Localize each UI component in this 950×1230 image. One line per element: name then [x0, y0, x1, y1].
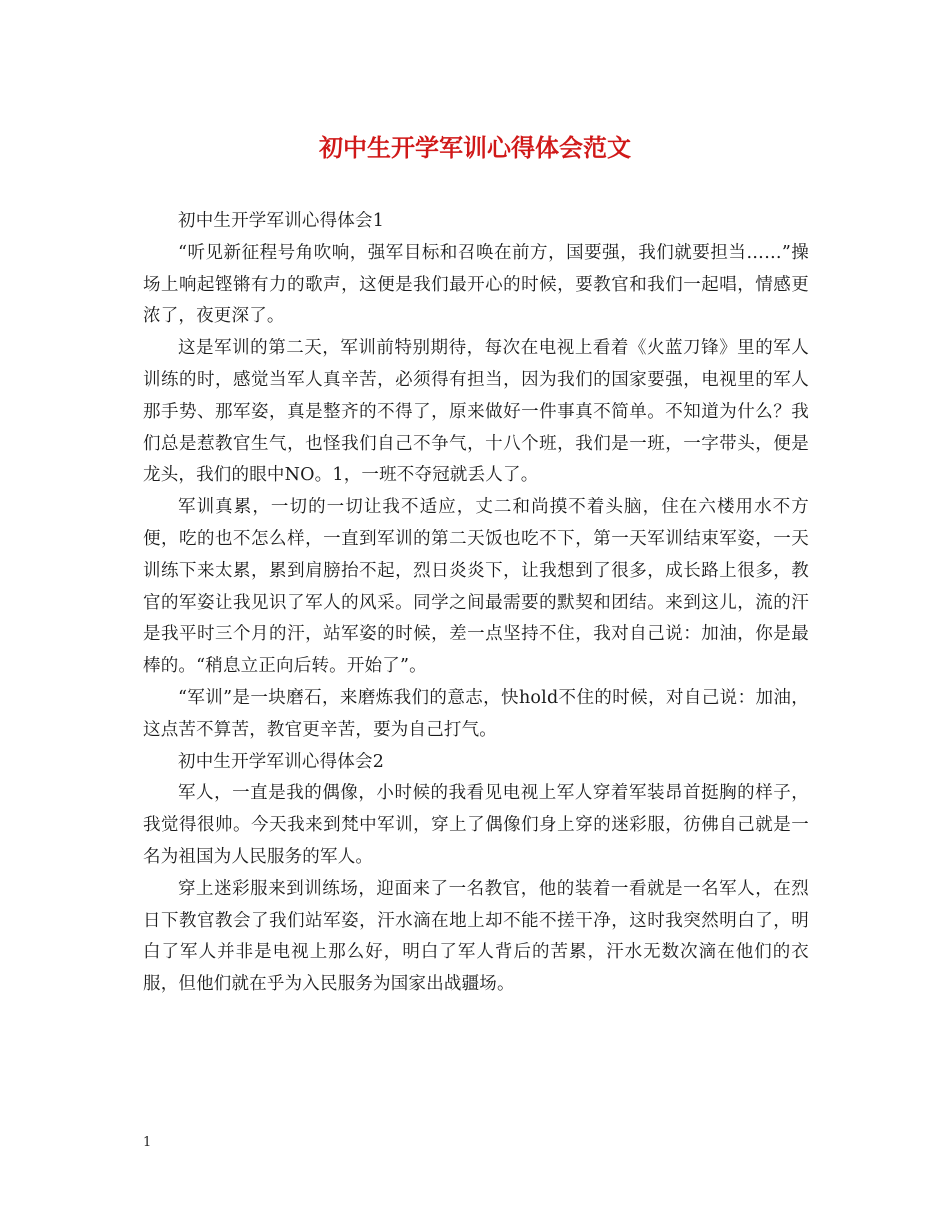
page-number: 1: [143, 1135, 152, 1150]
paragraph: 军人，一直是我的偶像，小时候的我看见电视上军人穿着军装昂首挺胸的样子，我觉得很帅。今天我来到梵中军训，穿上了偶像们身上穿的迷彩服，彷佛自己就是一名为祖国为人民服务的军人。: [143, 783, 809, 867]
document-title: 初中生开学军训心得体会范文: [319, 133, 631, 162]
paragraph: 穿上迷彩服来到训练场，迎面来了一名教官，他的装着一看就是一名军人，在烈日下教官教会了我们站军姿，汗水滴在地上却不能不搓干净，这时我突然明白了，明白了军人并非是电视上那么好，明白了军人背后的苦累，汗水无数次滴在他们的衣服，但他们就在乎为入民服务为国家出战疆场。: [143, 878, 809, 995]
paragraph: “听见新征程号角吹响，强军目标和召唤在前方，国要强，我们就要担当……”操场上响起铿锵有力的歌声，这便是我们最开心的时候，要教官和我们一起唱，情感更浓了，夜更深了。: [143, 242, 809, 327]
section-heading-1: 初中生开学军训心得体会1: [178, 211, 385, 231]
paragraph: “军训”是一块磨石，来磨炼我们的意志，快hold不住的时候，对自己说：加油，这点苦不算苦，教官更辛苦，要为自己打气。: [143, 687, 809, 740]
paragraph: 这是军训的第二天，军训前特别期待，每次在电视上看着《火蓝刀锋》里的军人训练的时，感觉当军人真辛苦，必须得有担当，因为我们的国家要强，电视里的军人那手势、那军姿，真是整齐的不得了，原来做好一件事真不简单。不知道为什么？我们总是惹教官生气，也怪我们自己不争气，十八个班，我们是一班，一字带头，便是龙头，我们的眼中NO。1，一班不夺冠就丢人了。: [143, 338, 809, 486]
document-body: [143, 206, 809, 1001]
paragraph: 军训真累，一切的一切让我不适应，丈二和尚摸不着头脑，住在六楼用水不方便，吃的也不怎么样，一直到军训的第二天饭也吃不下，第一天军训结束军姿，一天训练下来太累，累到肩膀抬不起，烈日炎炎下，让我想到了很多，成长路上很多，教官的军姿让我见识了军人的风采。同学之间最需要的默契和团结。来到这儿，流的汗是我平时三个月的汗，站军姿的时候，差一点坚持不住，我对自己说：加油，你是最棒的。“稍息立正向后转。开始了”。: [143, 497, 809, 677]
section-heading-2: 初中生开学军训心得体会2: [178, 751, 385, 772]
